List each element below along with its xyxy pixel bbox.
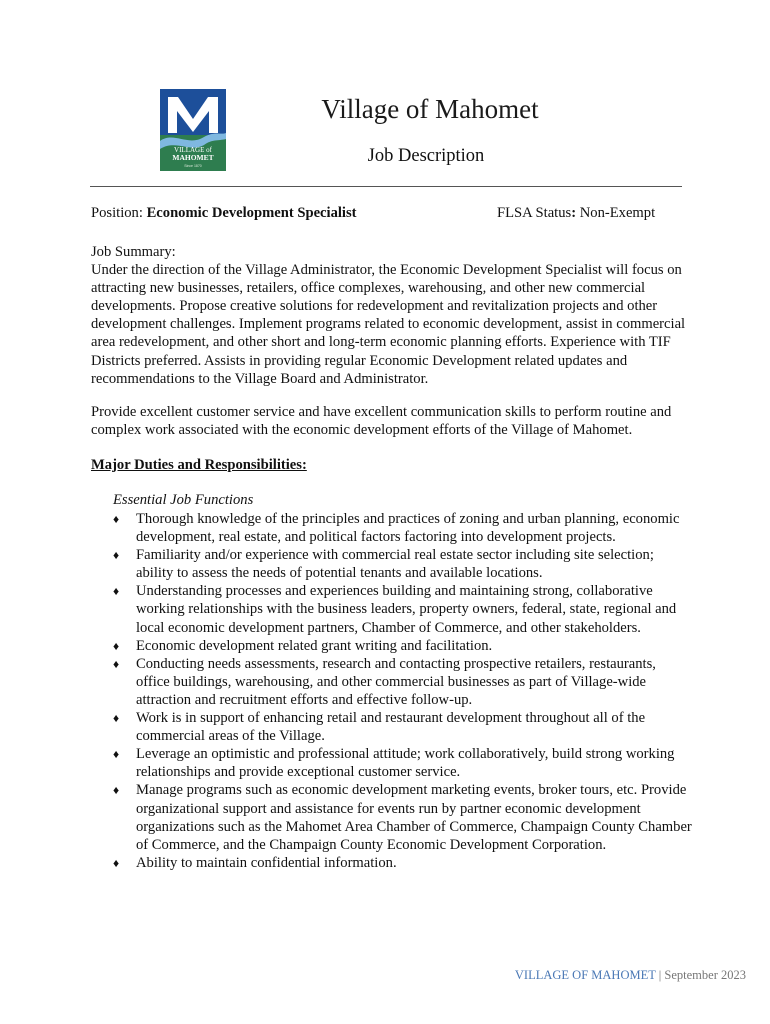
- essential-functions-heading: Essential Job Functions: [113, 492, 254, 508]
- list-item-text: Work is in support of enhancing retail and restaurant development throughout all of the commercial areas of the Village.: [136, 710, 646, 745]
- page-subtitle: Job Description: [367, 146, 485, 166]
- diamond-bullet-icon: ♦: [113, 584, 120, 599]
- job-summary: [91, 243, 691, 388]
- position-value: Economic Development Specialist: [146, 205, 357, 221]
- list-item-text: Leverage an optimistic and professional attitude; work collaboratively, build strong working relationships and provide exceptional customer service.: [136, 746, 675, 781]
- logo-line-1: VILLAGE of: [174, 146, 212, 154]
- diamond-bullet-icon: ♦: [113, 512, 120, 526]
- job-summary-heading: Job Summary:: [91, 244, 176, 260]
- list-item: [113, 510, 693, 546]
- flsa-status: [497, 205, 655, 222]
- diamond-bullet-icon: ♦: [113, 711, 120, 726]
- list-item: [113, 655, 693, 709]
- header-divider: [90, 186, 682, 187]
- list-item: [113, 637, 693, 655]
- logo-line-2: MAHOMET: [172, 153, 214, 162]
- duties-list: [113, 510, 693, 872]
- position-line: [91, 205, 357, 222]
- footer-separator: |: [655, 968, 665, 982]
- page-footer: [515, 968, 746, 983]
- list-item-text: Thorough knowledge of the principles and practices of zoning and urban planning, economic development, real estate, and political factors factoring into development projects.: [136, 511, 680, 546]
- flsa-label: FLSA Status: [497, 205, 572, 221]
- list-item: [113, 709, 693, 745]
- diamond-bullet-icon: ♦: [113, 783, 120, 798]
- diamond-bullet-icon: ♦: [113, 656, 120, 671]
- footer-org: VILLAGE OF MAHOMET: [514, 968, 656, 982]
- list-item-text: Economic development related grant writing and facilitation.: [136, 637, 493, 654]
- diamond-bullet-icon: ♦: [113, 548, 120, 563]
- flsa-colon: :: [571, 205, 577, 221]
- list-item-text: Manage programs such as economic development marketing events, broker tours, etc. Provide organizational support and assistance for events run by partner economic development organizations such as the Mahomet Area Chamber of Commerce, Champaign County Chamber of Commerce, and the Champaign County Economic Development Corporation.: [136, 782, 692, 853]
- list-item-text: Ability to maintain confidential information.: [136, 854, 397, 871]
- list-item: [113, 546, 693, 582]
- position-label: Position:: [91, 205, 147, 221]
- diamond-bullet-icon: ♦: [113, 855, 120, 870]
- list-item: [113, 582, 693, 636]
- logo-line-3: Since 1870: [184, 164, 202, 168]
- job-summary-body: Under the direction of the Village Administrator, the Economic Development Specialist will focus on attracting new businesses, retailers, office complexes, warehousing, and other new commercial developments. Propose creative solutions for redevelopment and revitalization projects and other development challenges. Implement programs related to economic development, assist in commercial area redevelopment, and other short and long-term economic planning efforts. Experience with TIF Districts preferred. Assists in providing regular Economic Development related updates and recommendations to the Village Board and Administrator.: [91, 262, 686, 387]
- diamond-bullet-icon: ♦: [113, 638, 120, 653]
- footer-date: September 2023: [664, 968, 746, 982]
- list-item: [113, 781, 693, 853]
- flsa-value: Non-Exempt: [576, 205, 656, 221]
- major-duties-heading: Major Duties and Responsibilities:: [91, 457, 307, 473]
- list-item-text: Familiarity and/or experience with commercial real estate sector including site selection; ability to assess the needs of potential tenants and available locations.: [136, 547, 654, 582]
- list-item-text: Conducting needs assessments, research and contacting prospective retailers, restaurants, office buildings, warehousing, and other commercial businesses as part of Village-wide attraction and recruitment efforts and effective follow-up.: [136, 655, 656, 708]
- list-item: [113, 745, 693, 781]
- page-title: Village of Mahomet: [321, 94, 539, 124]
- customer-service-paragraph: Provide excellent customer service and have excellent communication skills to perform routine and complex work associated with the economic development efforts of the Village of Mahomet.: [91, 404, 672, 439]
- diamond-bullet-icon: ♦: [113, 747, 120, 762]
- list-item-text: Understanding processes and experiences building and maintaining strong, collaborative working relationships with the business leaders, property owners, federal, state, regional and local economic development partners, Chamber of Commerce, and other stakeholders.: [136, 583, 677, 636]
- list-item: [113, 854, 693, 872]
